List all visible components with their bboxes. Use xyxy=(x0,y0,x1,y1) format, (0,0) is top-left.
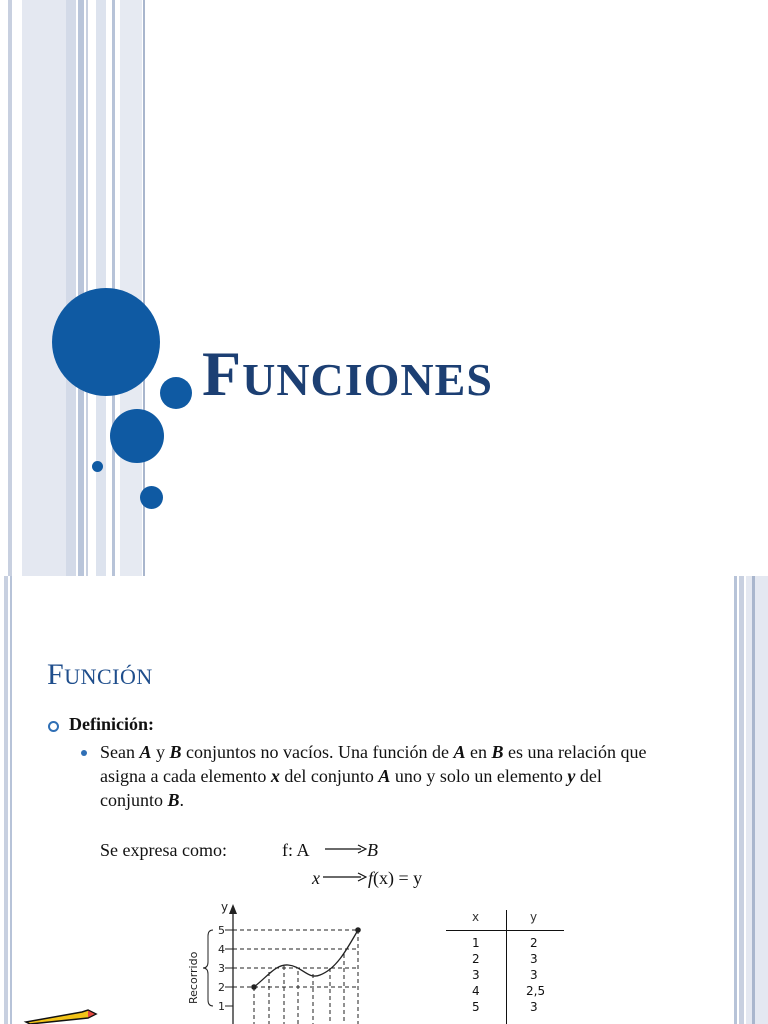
table-cell: 4 xyxy=(472,984,480,998)
arrow-right-icon xyxy=(325,842,367,856)
expression-x: x xyxy=(312,868,320,888)
decor-stripe xyxy=(66,0,76,576)
table-cell: 3 xyxy=(530,968,538,982)
decor-stripe xyxy=(78,0,84,576)
decor-stripe xyxy=(8,0,12,576)
decor-circle xyxy=(92,461,103,472)
y-tick-label: 4 xyxy=(218,943,225,956)
table-header-x: x xyxy=(472,910,480,924)
table-divider xyxy=(446,930,564,931)
function-graph xyxy=(180,896,380,1024)
range-label: Recorrido xyxy=(187,951,200,1004)
decor-stripe xyxy=(739,576,744,1024)
decor-circle xyxy=(160,377,192,409)
expression-fx: f(x) = y xyxy=(368,868,423,888)
expression-f: f: A xyxy=(282,840,310,860)
decor-circle xyxy=(52,288,160,396)
definition-slide xyxy=(0,576,768,1024)
decor-stripe xyxy=(746,576,768,1024)
table-cell: 1 xyxy=(472,936,480,950)
y-axis-label: y xyxy=(221,900,229,914)
function-curve xyxy=(254,930,358,987)
decor-stripe xyxy=(4,576,8,1024)
table-cell: 2 xyxy=(472,952,480,966)
y-tick-label: 2 xyxy=(218,981,225,994)
arrow-right-icon xyxy=(323,870,367,884)
decor-stripe xyxy=(86,0,88,576)
y-tick-label: 3 xyxy=(218,962,225,975)
definition-text: Sean A y B conjuntos no vacíos. Una función de A en B es una relación que asigna a cada elemento x del conjunto A uno y solo un elemento y del conjunto B. xyxy=(100,742,647,810)
decor-stripe xyxy=(120,0,142,576)
decor-stripe xyxy=(22,0,66,576)
table-cell: 3 xyxy=(530,952,538,966)
expression-label: Se expresa como: xyxy=(100,840,227,860)
pencil-icon xyxy=(22,1008,102,1024)
decor-stripe xyxy=(734,576,737,1024)
bullet-dot-icon xyxy=(81,750,87,756)
decor-stripe xyxy=(752,576,755,1024)
decor-circle xyxy=(140,486,163,509)
definition-label: Definición: xyxy=(69,714,154,734)
table-header-y: y xyxy=(530,910,538,924)
y-tick-label: 5 xyxy=(218,924,225,937)
table-cell: 2 xyxy=(530,936,538,950)
slide-title: FUNCIÓN xyxy=(47,658,153,691)
page-title: FUNCIONES xyxy=(202,338,493,409)
table-cell: 3 xyxy=(472,968,480,982)
y-tick-label: 1 xyxy=(218,1000,225,1013)
decor-stripe xyxy=(10,576,12,1024)
bullet-ring-icon xyxy=(48,721,59,732)
expression-codomain: B xyxy=(367,840,378,860)
table-cell: 2,5 xyxy=(526,984,546,998)
table-divider xyxy=(506,910,507,1024)
decor-circle xyxy=(110,409,164,463)
table-cell: 3 xyxy=(530,1000,538,1014)
table-cell: 5 xyxy=(472,1000,480,1014)
